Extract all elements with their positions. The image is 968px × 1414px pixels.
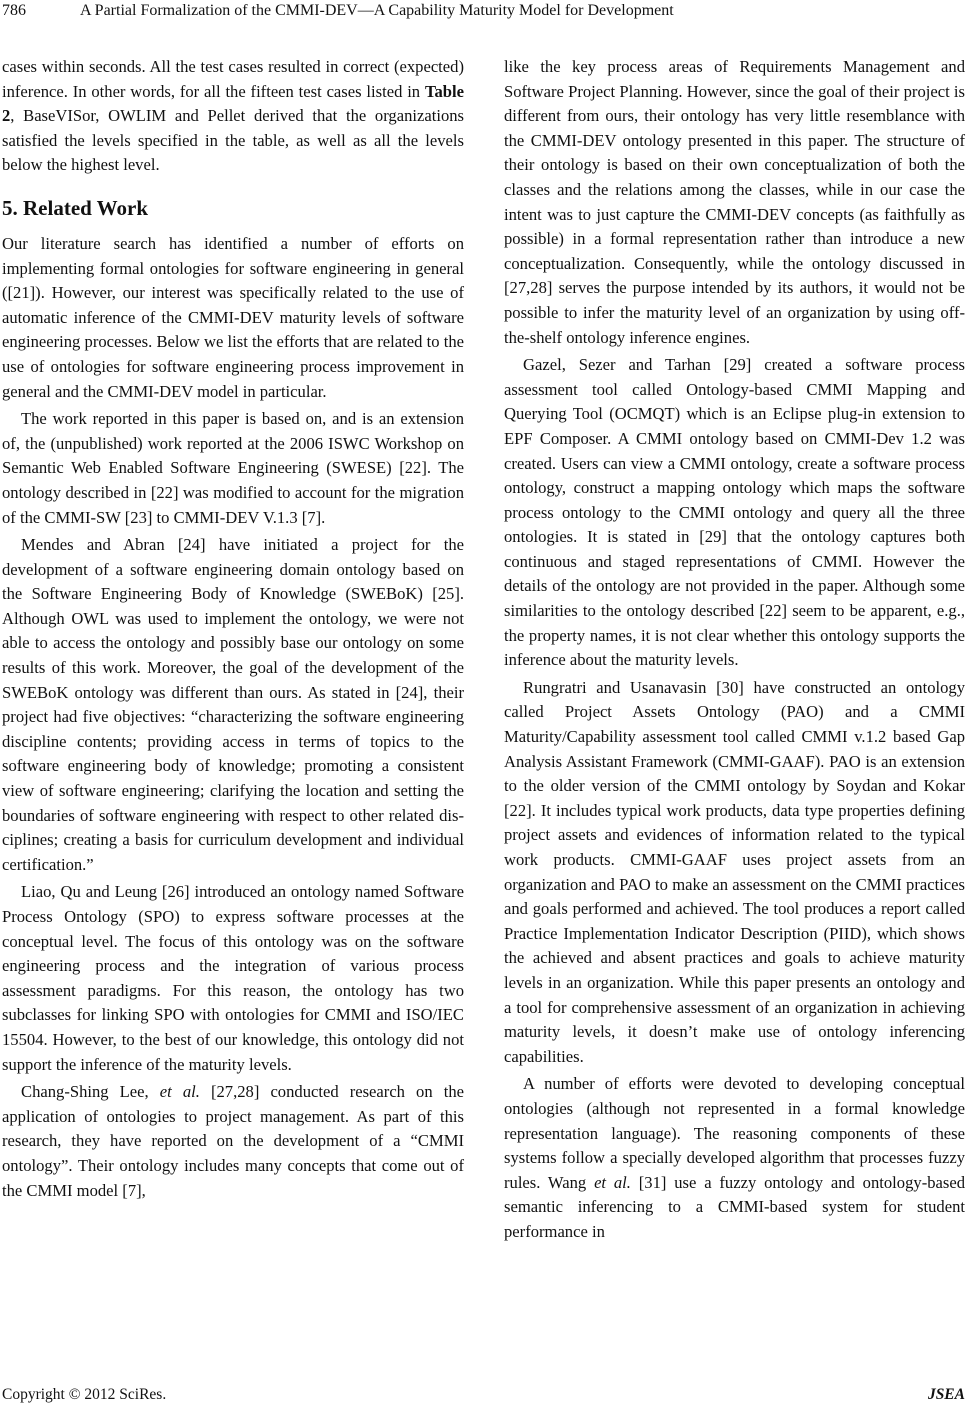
page-number: 786 — [2, 2, 26, 19]
paragraph: Our literature search has identified a number of efforts on implementing formal ontologies for software engineering in general ([21]). However, our interest was specifically related to the use of automatic inference of the CMMI-DEV maturity levels of software engineering processes. Below we list the efforts that are related to the use of ontologies for software engineering process improvement in general and the CMMI-DEV model in particular. — [2, 233, 464, 401]
text-run: cases within seconds. All the test cases resulted in correct (expected) inference. In other words, for all the fifteen test cases listed in — [2, 57, 464, 101]
table-reference: Table 2 — [2, 81, 464, 126]
running-title: A Partial Formalization of the CMMI-DEV—A Capability Maturity Model for Development — [80, 2, 674, 19]
italic-text: et al. — [594, 1172, 631, 1192]
paragraph — [2, 1080, 464, 1203]
text-run: [31] use a fuzzy ontology and ontology-based semantic inferencing to a CMMI-based system for student performance in — [504, 1172, 965, 1241]
paragraph: The work reported in this paper is based on, and is an extension of, the (unpublished) work reported at the 2006 ISWC Workshop on Semantic Web Enabled Software Engineering (SWESE) [22]. The ontology described in [22] was modified to account for the migration of the CMMI-SW [23] to CMMI-DEV V.1.3 [7]. — [2, 409, 464, 527]
page-footer — [0, 1385, 968, 1409]
copyright-notice: Copyright © 2012 SciRes. — [2, 1386, 167, 1403]
text-run: [27,28] conducted research on the application of ontologies to project management. As part of this research, they have reported on the development of a “CMMI ontology”. Their ontology includes many concepts that come out of the CMMI model [7], — [2, 1082, 465, 1200]
left-column — [2, 55, 464, 1203]
text-run: A number of efforts were devoted to developing conceptual ontologies (although not represented in a formal knowledge representation language). The reasoning components of these systems follow a specially developed algorithm that processes fuzzy rules. Wang — [504, 1074, 965, 1192]
paragraph: Gazel, Sezer and Tarhan [29] created a software process assessment tool called Ontology-based CMMI Mapping and Querying Tool (OCMQT) which is an Eclipse plug-in extension to EPF Composer. A CMMI ontology based on CMMI-Dev 1.2 was created. Users can view a CMMI ontology, create a software process ontology, construct a mapping ontology which maps the software process ontology to the CMMI ontology and query all the three ontologies. It is stated in [29] that the ontology captures both continuous and staged representations of CMMI. However the details of the ontology are not provided in the paper. Although some similarities to the ontology described [22] seem to be apparent, e.g., the property names, it is not clear whether this ontology supports the inference about the maturity levels. — [504, 355, 965, 670]
text-run: Chang-Shing Lee, — [21, 1082, 160, 1102]
paragraph — [504, 1072, 965, 1244]
page-header — [0, 0, 968, 24]
right-column — [504, 55, 965, 1245]
italic-text: et al. — [159, 1082, 200, 1102]
paragraph: Rungratri and Usanavasin [30] have constructed an ontology called Project Assets Ontology (PAO) and a CMMI Maturity/Capability assessment tool called CMMI v.1.2 based Gap Analysis Assistant Framework (CMMI-GAAF). PAO is an extension to the older version of the CMMI ontology by Soydan and Kokar [22]. It includes typical work products, data type properties defining project assets and evidences of information related to the typical work products. CMMI-GAAF uses project assets from an organization and PAO to make an assessment on the CMMI practices and goals performed and achieved. The tool produces a report called Practice Implementation Indicator Description (PIID), which shows the achieved and absent practices and goals to achieve maturity levels in an organization. While this paper presents an ontology and a tool for comprehensive assessment of an organization in achieving maturity levels, it doesn’t make use of ontology inferencing capabilities. — [504, 677, 965, 1066]
text-run: , BaseVISor, OWLIM and Pellet derived that the organizations satisfied the levels specified in the table, as well as all the levels below the highest level. — [2, 106, 464, 175]
section-heading: 5. Related Work — [2, 195, 149, 220]
paragraph — [2, 55, 464, 178]
journal-abbreviation: JSEA — [927, 1386, 965, 1403]
paragraph: like the key process areas of Requirements Management and Software Project Planning. However, since the goal of their project is different from ours, their ontology has very little resemblance with the CMMI-DEV ontology presented in this paper. The structure of their ontology is based on their own conceptualization of both the classes and the relations among the classes, while in our case the intent was to just capture the CMMI-DEV concepts (as faithfully as possible) in a formal representation rather than introduce a new conceptualization. Consequently, while the ontology discussed in [27,28] serves the purpose intended by its authors, it would not be possible to infer the maturity level of an organization by using off-the-shelf ontology inference engines. — [504, 57, 965, 347]
paragraph: Liao, Qu and Leung [26] introduced an ontology named Software Process Ontology (SPO) to express software processes at the conceptual level. The focus of this ontology was on the software engineering process and the integration of various process assessment paradigms. For this reason, the ontology has two subclasses for linking SPO with ontologies for CMMI and ISO/IEC 15504. However, to the best of our knowledge, this ontology did not support the inference of the maturity levels. — [2, 882, 464, 1074]
paragraph: Mendes and Abran [24] have initiated a project for the development of a software engineering domain ontology based on the Software Engineering Body of Knowledge (SWEBoK) [25]. Although OWL was used to implement the ontology, we were not able to access the ontology and possibly base our ontology on some results of this work. Moreover, the goal of the development of the SWEBoK ontology was different than ours. As stated in [24], their project had five objectives: “characterizing the software engineering discipline contents; providing access in terms of topics to the software engineering body of knowledge; promoting a consistent view of software engineering; clarifying the location and setting the boundaries of software engineering with respect to other related disciplines; creating a basis for curriculum development and individual certification.” — [2, 535, 464, 874]
